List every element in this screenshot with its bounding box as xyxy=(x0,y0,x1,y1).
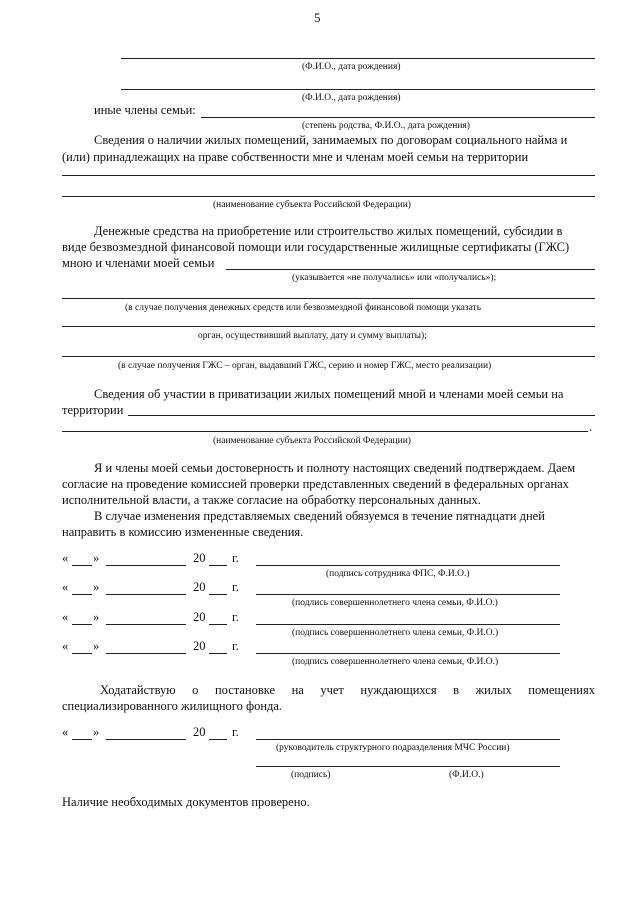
confirm-line-5: направить в комиссию измененные сведения. xyxy=(62,525,304,539)
year-line xyxy=(209,739,227,740)
day-line xyxy=(72,739,92,740)
housing-subject-caption: (наименование субъекта Российской Федерации) xyxy=(213,200,411,210)
date-open-quote: « xyxy=(62,551,69,565)
date-close-quote: » xyxy=(93,725,100,739)
signature-caption: (подпись совершеннолетнего члена семьи, Ф.И.О.) xyxy=(292,657,499,667)
confirm-line-1: Я и члены моей семьи достоверность и полноту настоящих сведений подтверждаем. Даем xyxy=(94,461,576,475)
funds-status-line xyxy=(226,269,595,270)
date-open-quote: « xyxy=(62,639,69,653)
date-open-quote: « xyxy=(62,580,69,594)
month-line xyxy=(106,565,186,566)
year-line xyxy=(209,653,227,654)
signature-line xyxy=(256,653,560,654)
date-open-quote: « xyxy=(62,610,69,624)
signature-caption: (подлись совершеннолетнего члена семьи, Ф.И.О.) xyxy=(292,598,498,608)
documents-checked-note: Наличие необходимых документов проверено. xyxy=(62,795,310,809)
funds-blank-line-1 xyxy=(62,298,595,299)
petition-word: на xyxy=(291,683,304,697)
other-members-line xyxy=(201,117,595,118)
year-prefix: 20 xyxy=(193,639,206,653)
privatization-end-mark: . xyxy=(589,420,593,434)
month-line xyxy=(106,739,186,740)
head-caption: (руководитель структурного подразделения МЧС России) xyxy=(276,743,510,753)
fio-short-caption: (Ф.И.О.) xyxy=(449,770,484,780)
fio-caption-2: (Ф.И.О., дата рождения) xyxy=(302,93,401,103)
date-close-quote: » xyxy=(93,580,100,594)
month-line xyxy=(106,624,186,625)
signature-line xyxy=(256,624,560,625)
housing-line-2: (или) принадлежащих на праве собственности мне и членам моей семьи на территории xyxy=(62,150,529,164)
petition-word: учет xyxy=(320,683,344,697)
day-line xyxy=(72,565,92,566)
confirm-line-3: исполнительной власти, а также согласие на обработку персональных данных. xyxy=(62,493,481,507)
funds-caption-2: (в случае получения денежных средств или безвозмездной финансовой помощи указать xyxy=(125,303,482,313)
signature-fio-line xyxy=(256,766,560,767)
privatization-line-1: Сведения об участии в приватизации жилых помещений мной и членами моей семьи на xyxy=(94,387,564,401)
funds-blank-line-3 xyxy=(62,356,595,357)
petition-word: нуждающихся xyxy=(360,683,437,697)
funds-caption-4: (в случае получения ГЖС – орган, выдавший ГЖС, серию и номер ГЖС, место реализации) xyxy=(118,361,492,371)
year-suffix: г. xyxy=(232,610,239,624)
petition-word: жилых xyxy=(475,683,512,697)
funds-line-2: виде безвозмездной финансовой помощи или государственные жилищные сертификаты (ГЖС) xyxy=(62,240,570,254)
petition-word: помещениях xyxy=(528,683,595,697)
signature-caption: (подпись совершеннолетнего члена семьи, Ф.И.О.) xyxy=(292,628,499,638)
year-line xyxy=(209,594,227,595)
year-prefix: 20 xyxy=(193,551,206,565)
privatization-blank-line xyxy=(62,431,588,432)
funds-line-3: мною и членами моей семьи xyxy=(62,256,215,270)
other-members-label: иные члены семьи: xyxy=(94,103,196,117)
month-line xyxy=(106,594,186,595)
year-line xyxy=(209,624,227,625)
petition-word: о xyxy=(192,683,199,697)
kinship-caption: (степень родства, Ф.И.О., дата рождения) xyxy=(302,121,470,131)
year-suffix: г. xyxy=(232,551,239,565)
month-line xyxy=(106,653,186,654)
petition-line-1 xyxy=(100,683,595,698)
year-suffix: г. xyxy=(232,580,239,594)
housing-blank-line-2 xyxy=(62,196,595,197)
year-suffix: г. xyxy=(232,639,239,653)
signature-caption: (подпись сотрудника ФПС, Ф.И.О.) xyxy=(326,569,470,579)
signature-line xyxy=(256,594,560,595)
privatization-territory-line xyxy=(128,415,595,416)
petition-word: постановке xyxy=(214,683,276,697)
signature-line xyxy=(256,565,560,566)
fio-caption-1: (Ф.И.О., дата рождения) xyxy=(302,62,401,72)
year-line xyxy=(209,565,227,566)
head-signature-line xyxy=(256,739,560,740)
day-line xyxy=(72,624,92,625)
funds-caption-3: орган, осуществивший выплату, дату и сумму выплаты); xyxy=(198,331,427,341)
year-prefix: 20 xyxy=(193,580,206,594)
housing-line-1: Сведения о наличии жилых помещений, занимаемых по договорам социального найма и xyxy=(94,133,568,147)
sign-caption: (подпись) xyxy=(291,770,331,780)
funds-line-1: Денежные средства на приобретение или строительство жилых помещений, субсидии в xyxy=(94,224,563,238)
funds-caption-1: (указывается «не получались» или «получались»); xyxy=(292,273,497,283)
privatization-line-2: территории xyxy=(62,403,124,417)
housing-blank-line-1 xyxy=(62,175,595,176)
year-suffix: г. xyxy=(232,725,239,739)
day-line xyxy=(72,594,92,595)
date-close-quote: » xyxy=(93,610,100,624)
confirm-line-4: В случае изменения представляемых сведений обязуемся в течение пятнадцати дней xyxy=(94,509,545,523)
day-line xyxy=(72,653,92,654)
date-open-quote: « xyxy=(62,725,69,739)
petition-word: в xyxy=(453,683,460,697)
petition-word: Ходатайствую xyxy=(100,683,176,697)
date-close-quote: » xyxy=(93,639,100,653)
confirm-line-2: согласие на проведение комиссией проверки представленных сведений в федеральных органах xyxy=(62,477,569,491)
year-prefix: 20 xyxy=(193,610,206,624)
date-close-quote: » xyxy=(93,551,100,565)
funds-blank-line-2 xyxy=(62,326,595,327)
family-member-line-1 xyxy=(121,58,595,59)
petition-line-2: специализированного жилищного фонда. xyxy=(62,699,283,713)
page-number: 5 xyxy=(314,10,321,25)
year-prefix: 20 xyxy=(193,725,206,739)
family-member-line-2 xyxy=(121,89,595,90)
privatization-subject-caption: (наименование субъекта Российской Федерации) xyxy=(213,436,411,446)
